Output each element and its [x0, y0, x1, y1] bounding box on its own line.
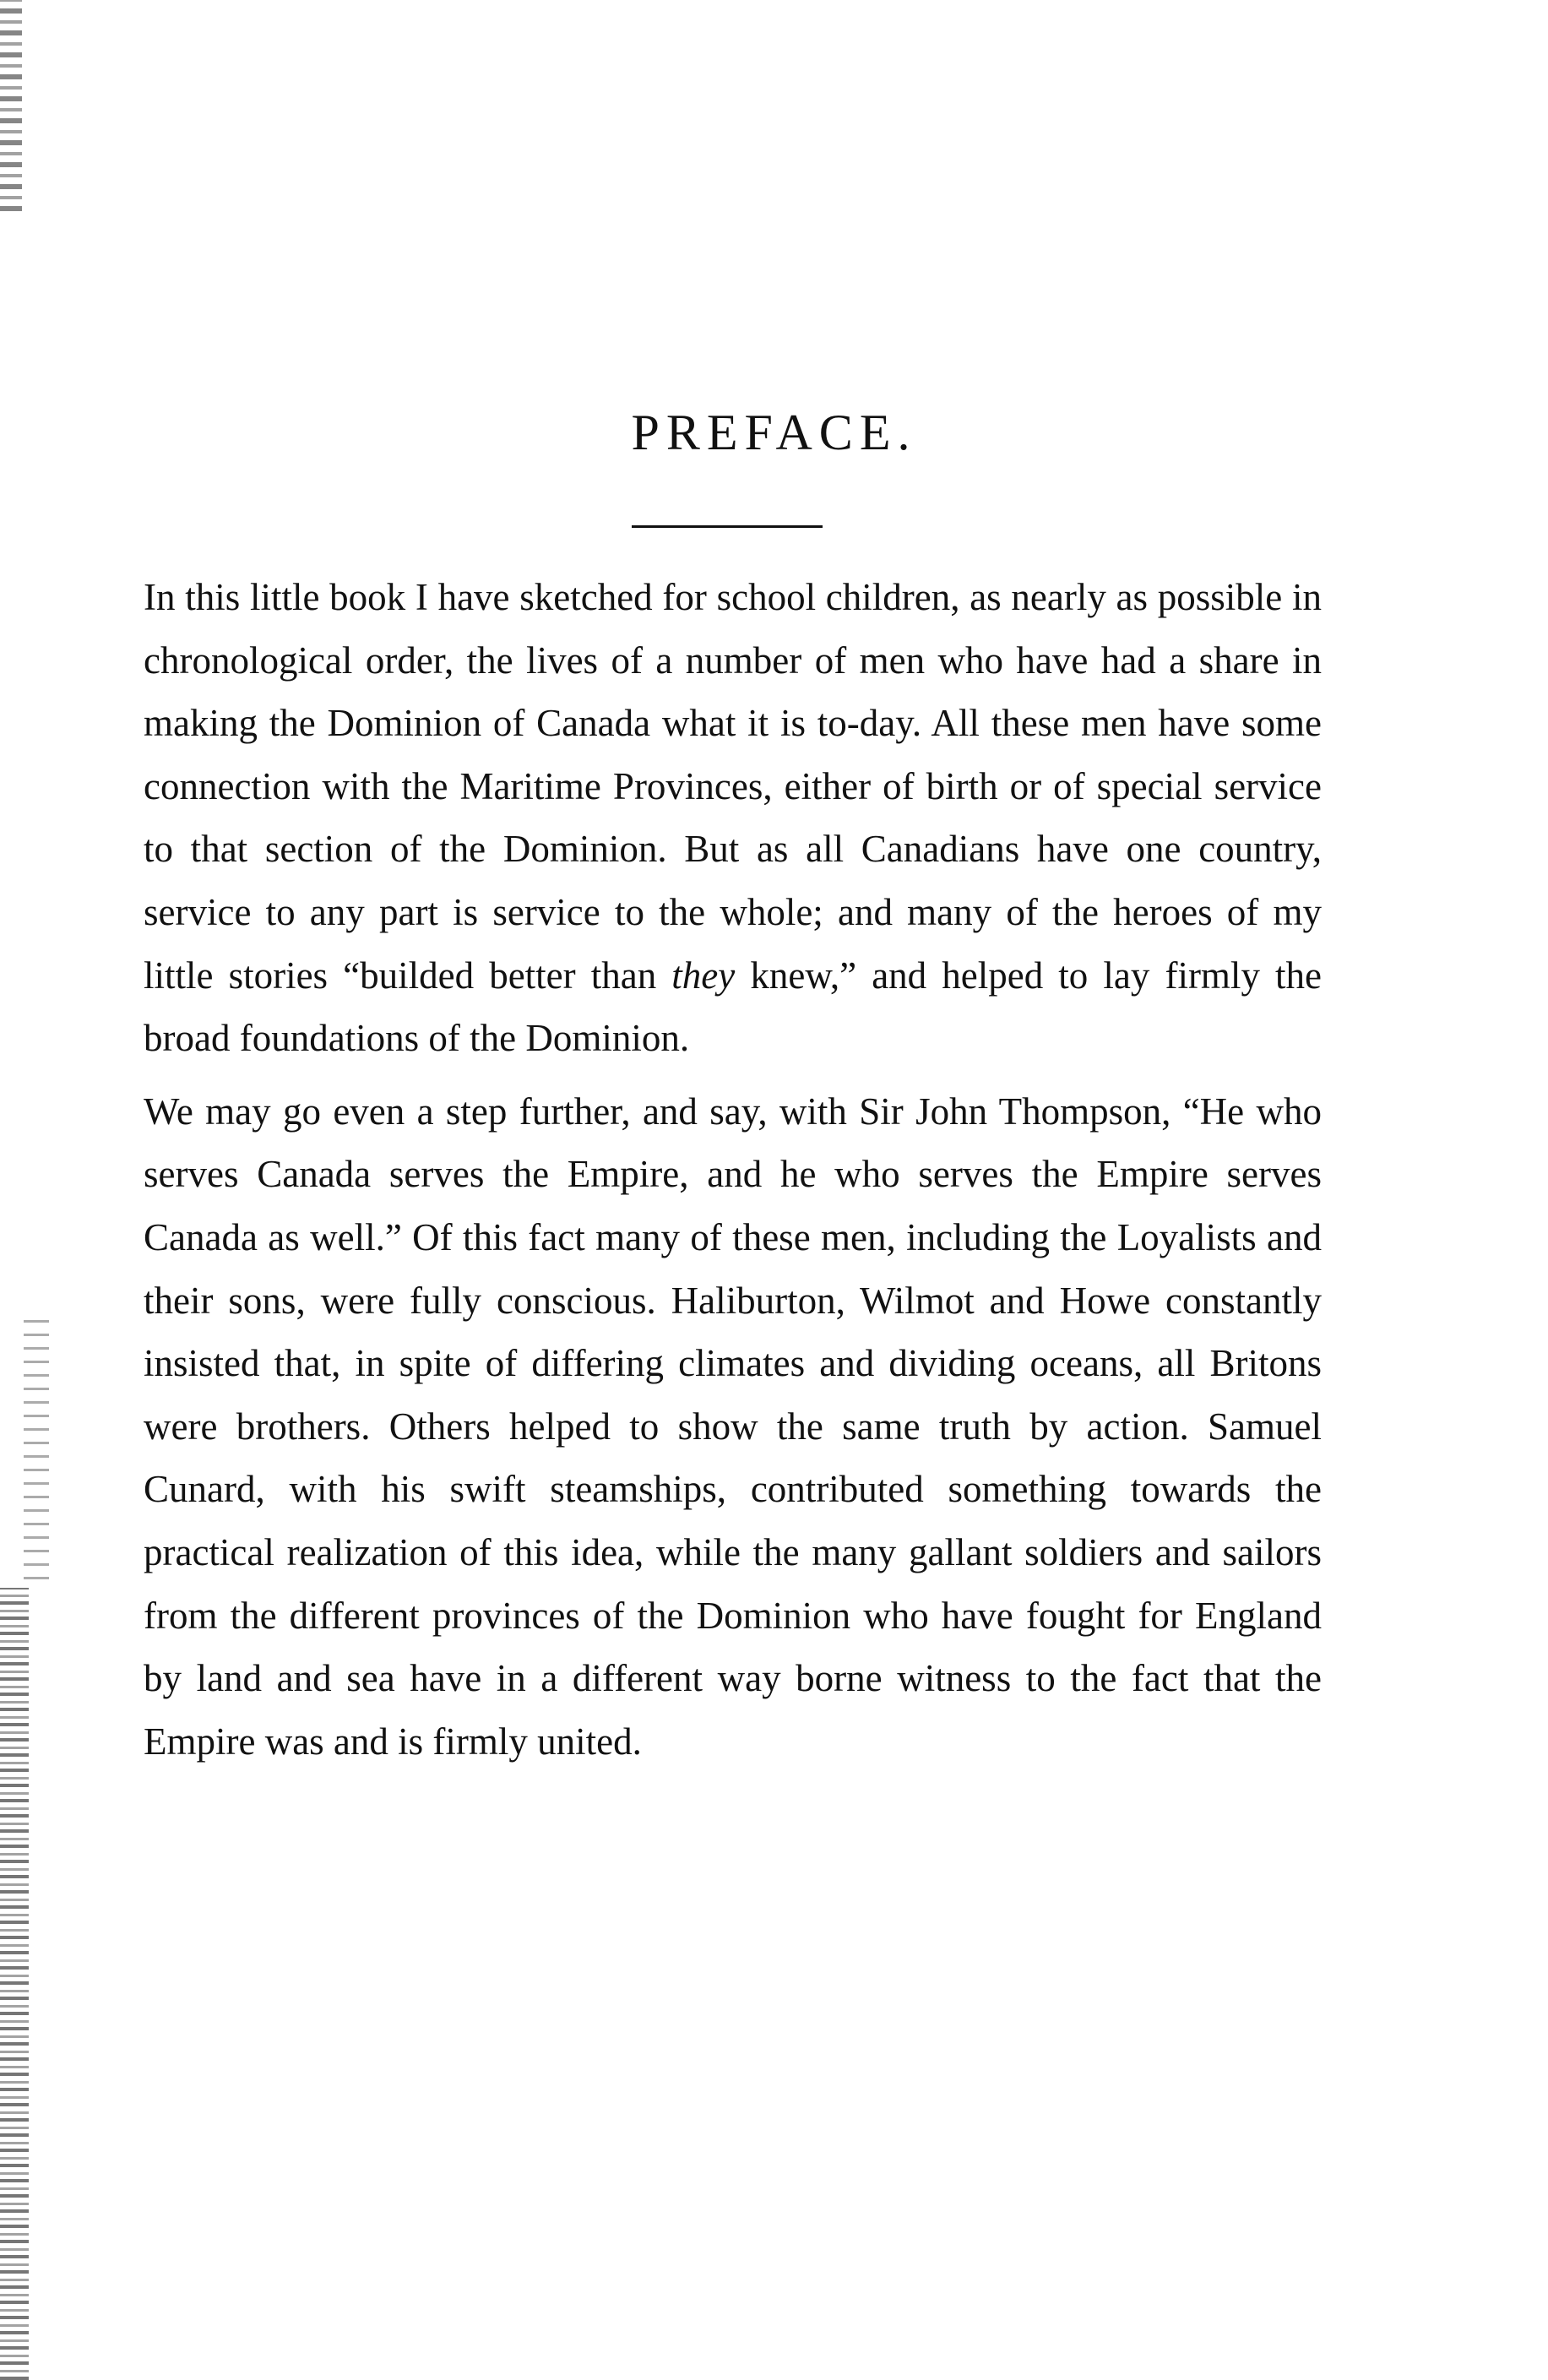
page-binding-edge-middle	[24, 1309, 49, 1579]
page-binding-edge-bottom	[0, 1588, 29, 2380]
paragraph-1-text-before: In this little book I have sketched for school children, as nearly as possible in chronological order, the lives of a number of men who have had a share in making the Dominion of Canada what it is to-day. All these men have some connection with the Maritime Provinces, either of birth or of special service to that section of the Dominion. But as all Canadians have one country, service to any part is service to the whole; and many of the heroes of my little stories “builded better than	[144, 576, 1322, 997]
paragraph-1-emphasis: they	[671, 954, 736, 997]
paragraph-1	[144, 566, 1322, 1070]
title-divider	[632, 525, 823, 528]
page-title: PREFACE.	[631, 405, 917, 460]
paragraph-2: We may go even a step further, and say, with Sir John Thompson, “He who serves Canada serves the Empire, and he who serves the Empire serves Canada as well.” Of this fact many of these men, including the Loyalists and their sons, were fully conscious. Haliburton, Wilmot and Howe constantly insisted that, in spite of differing climates and dividing oceans, all Britons were brothers. Others helped to show the same truth by action. Samuel Cunard, with his swift steamships, contributed something towards the practical realization of this idea, while the many gallant soldiers and sailors from the different provinces of the Dominion who have fought for England by land and sea have in a different way borne witness to the fact that the Empire was and is firmly united.	[144, 1089, 1322, 1763]
preface-body	[144, 566, 1322, 1773]
paragraph-1-text-after: knew,” and helped to lay firmly the broad foundations of the Dominion.	[144, 954, 1323, 1060]
page-binding-edge-top	[0, 0, 22, 211]
